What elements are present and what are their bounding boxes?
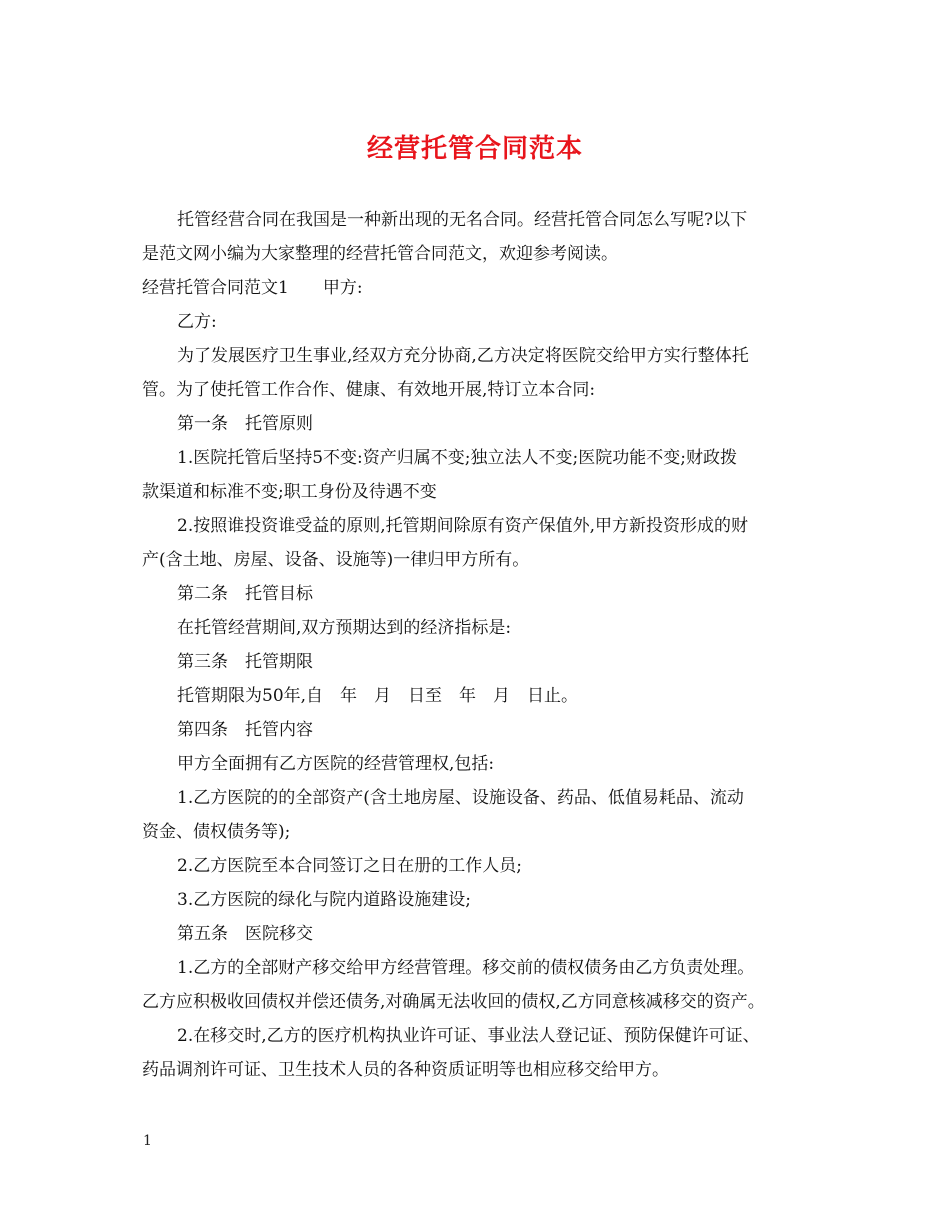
body-line: 2.在移交时,乙方的医疗机构执业许可证、事业法人登记证、预防保健许可证、 [177,1026,760,1046]
body-line: 第三条 托管期限 [177,652,313,672]
body-line: 1.医院托管后坚持5不变:资产归属不变;独立法人不变;医院功能不变;财政拨 [177,448,737,468]
body-line: 第二条 托管目标 [177,584,313,604]
body-line: 是范文网小编为大家整理的经营托管合同范文，欢迎参考阅读。 [142,244,618,264]
body-line: 2.乙方医院至本合同签订之日在册的工作人员; [177,856,522,876]
body-line: 乙方应积极收回债权并偿还债务,对确属无法收回的债权,乙方同意核减移交的资产。 [142,992,765,1012]
body-line: 2.按照谁投资谁受益的原则,托管期间除原有资产保值外,甲方新投资形成的财 [177,516,749,536]
body-line: 甲方全面拥有乙方医院的经营管理权,包括: [177,754,495,774]
body-line: 1.乙方的全部财产移交给甲方经营管理。移交前的债权债务由乙方负责处理。 [177,958,755,978]
body-line: 第五条 医院移交 [177,924,313,944]
body-line: 款渠道和标准不变;职工身份及待遇不变 [142,482,437,502]
body-line: 药品调剂许可证、卫生技术人员的各种资质证明等也相应移交给甲方。 [142,1060,669,1080]
document-title: 经营托管合同范本 [366,134,583,164]
body-line: 托管期限为50年,自 年 月 日至 年 月 日止。 [177,686,579,706]
body-line: 经营托管合同范文1 甲方: [142,278,363,298]
body-line: 在托管经营期间,双方预期达到的经济指标是: [177,618,512,638]
body-line: 产(含土地、房屋、设备、设施等)一律归甲方所有。 [142,550,530,570]
document-body [142,203,812,1087]
body-line: 管。为了使托管工作合作、健康、有效地开展,特订立本合同: [142,380,596,400]
body-line: 1.乙方医院的的全部资产(含土地房屋、设施设备、药品、低值易耗品、流动 [177,788,744,808]
body-line: 乙方: [177,312,217,332]
page-number: 1 [143,1133,152,1149]
body-line: 托管经营合同在我国是一种新出现的无名合同。经营托管合同怎么写呢?以下 [177,210,748,230]
body-line: 资金、债权债务等); [142,822,291,842]
body-line: 3.乙方医院的绿化与院内道路设施建设; [177,890,471,910]
body-line: 第四条 托管内容 [177,720,313,740]
body-line: 第一条 托管原则 [177,414,313,434]
body-line: 为了发展医疗卫生事业,经双方充分协商,乙方决定将医院交给甲方实行整体托 [177,346,749,366]
